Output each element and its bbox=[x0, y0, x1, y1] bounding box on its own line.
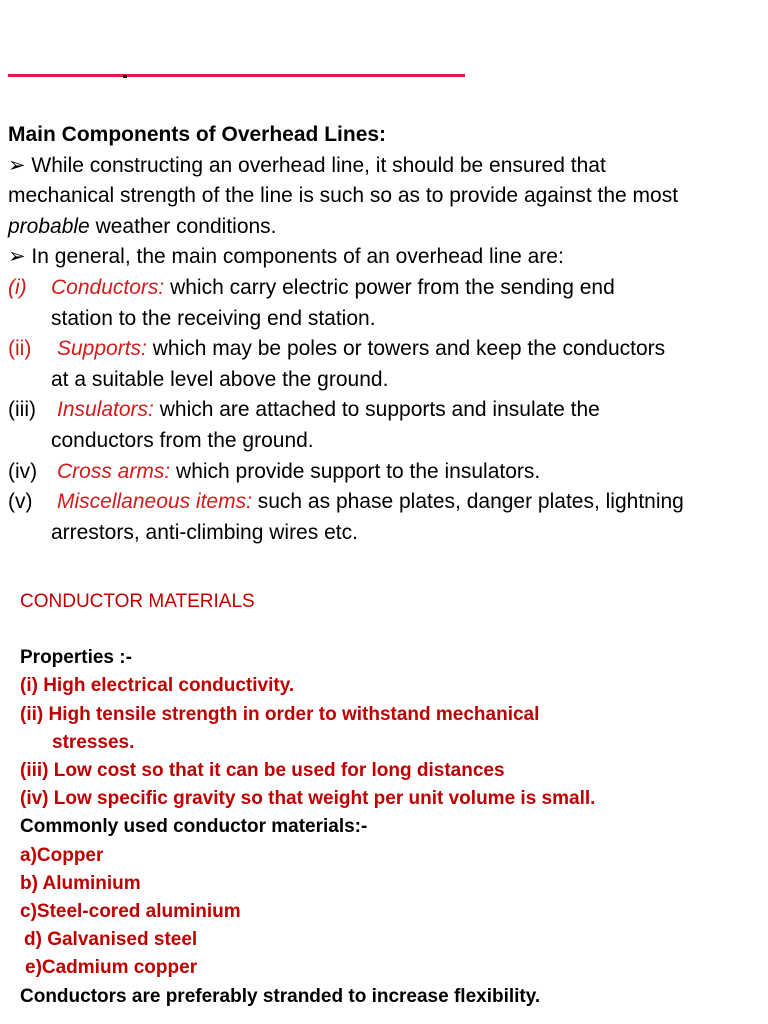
item-term: Insulators: bbox=[57, 398, 154, 422]
material-item: e)Cadmium copper bbox=[25, 957, 198, 979]
item-term: Supports: bbox=[57, 337, 147, 361]
component-item bbox=[8, 273, 764, 304]
material-item: a)Copper bbox=[20, 844, 104, 866]
paragraph-text: weather conditions. bbox=[89, 214, 277, 238]
material-item: b) Aluminium bbox=[20, 872, 141, 894]
item-text: which carry electric power from the sending end bbox=[164, 275, 615, 299]
paragraph-line bbox=[8, 212, 764, 243]
item-number: (i) bbox=[8, 275, 27, 299]
component-item bbox=[8, 334, 764, 365]
property-item: (iii) Low cost so that it can be used for long distances bbox=[20, 760, 505, 782]
materials-label: Commonly used conductor materials:- bbox=[20, 816, 368, 838]
paragraph-line: mechanical strength of the line is such so as to provide against the most bbox=[8, 184, 679, 208]
component-item bbox=[8, 487, 764, 518]
top-accent-rule bbox=[8, 74, 465, 77]
section-title: CONDUCTOR MATERIALS bbox=[20, 591, 255, 612]
item-continuation: station to the receiving end station. bbox=[51, 306, 376, 330]
section-heading: Main Components of Overhead Lines: bbox=[8, 123, 387, 146]
footer-note: Conductors are preferably stranded to increase flexibility. bbox=[20, 985, 541, 1007]
overhead-components-section bbox=[8, 120, 764, 548]
top-rule-tick bbox=[123, 75, 127, 78]
item-number: (v) bbox=[8, 490, 33, 514]
property-item: (ii) High tensile strength in order to withstand mechanical bbox=[20, 703, 540, 725]
conductor-materials-section bbox=[20, 588, 760, 1011]
paragraph-line: ➢ While constructing an overhead line, it should be ensured that bbox=[8, 153, 606, 177]
paragraph-line: ➢ In general, the main components of an overhead line are: bbox=[8, 245, 564, 269]
item-continuation: at a suitable level above the ground. bbox=[51, 367, 389, 391]
item-number: (iv) bbox=[8, 459, 38, 483]
property-item: (iv) Low specific gravity so that weight per unit volume is small. bbox=[20, 788, 596, 810]
item-term: Conductors: bbox=[51, 275, 165, 299]
component-item bbox=[8, 395, 764, 426]
material-item: c)Steel-cored aluminium bbox=[20, 901, 241, 923]
material-item: d) Galvanised steel bbox=[24, 929, 198, 951]
italic-word: probable bbox=[8, 214, 90, 238]
item-continuation: conductors from the ground. bbox=[51, 428, 314, 452]
item-text: which provide support to the insulators. bbox=[170, 459, 541, 483]
component-item bbox=[8, 457, 764, 488]
property-continuation: stresses. bbox=[52, 731, 135, 753]
item-text: such as phase plates, danger plates, lightning bbox=[251, 490, 684, 514]
item-term: Miscellaneous items: bbox=[57, 490, 252, 514]
item-number: (ii) bbox=[8, 337, 32, 361]
properties-label: Properties :- bbox=[20, 647, 132, 669]
item-text: which may be poles or towers and keep the conductors bbox=[146, 337, 666, 361]
item-text: which are attached to supports and insulate the bbox=[153, 398, 600, 422]
property-item: (i) High electrical conductivity. bbox=[20, 675, 295, 697]
item-continuation: arrestors, anti-climbing wires etc. bbox=[51, 520, 358, 544]
item-term: Cross arms: bbox=[57, 459, 171, 483]
item-number: (iii) bbox=[8, 398, 36, 422]
